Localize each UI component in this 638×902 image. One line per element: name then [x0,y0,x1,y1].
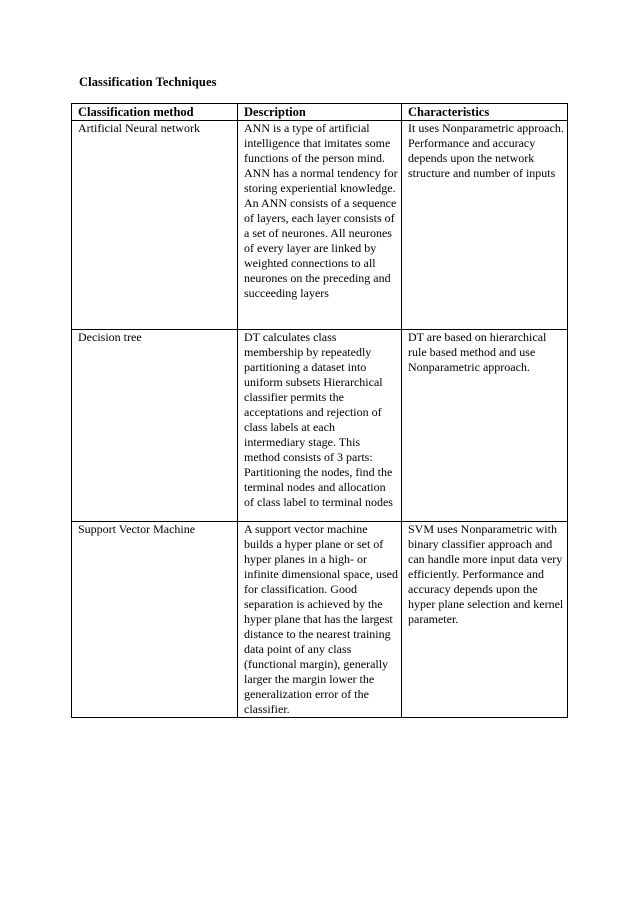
table-row [72,522,568,718]
characteristics-text: DT are based on hierarchical rule based method and use Nonparametric approach. [408,330,547,374]
classification-table [71,103,568,718]
characteristics-text: It uses Nonparametric approach. Performance and accuracy depends upon the network structure and number of inputs [408,121,564,180]
method-cell [72,330,238,522]
method-text: Decision tree [78,330,142,344]
characteristics-text: SVM uses Nonparametric with binary classifier approach and can handle more input data very efficiently. Performance and accuracy depends upon the hyper plane selection and kernel parameter. [408,522,564,626]
description-cell [238,121,402,330]
method-cell [72,121,238,330]
table-header-row [72,104,568,121]
description-cell [238,330,402,522]
description-text: A support vector machine builds a hyper plane or set of hyper planes in a high- or infinite dimensional space, used for classification. Good separation is achieved by the hyper plane that has the largest distance to the nearest training data point of any class (functional margin), generally larger the margin lower the generalization error of the classifier. [244,522,398,716]
description-cell [238,522,402,718]
method-cell [72,522,238,718]
characteristics-cell [402,121,568,330]
description-text: DT calculates class membership by repeatedly partitioning a dataset into uniform subsets Hierarchical classifier permits the acceptations and rejection of class labels at each intermediary stage. This method consists of 3 parts: Partitioning the nodes, find the terminal nodes and allocation of class label to terminal nodes [244,330,393,509]
method-text: Support Vector Machine [78,522,196,536]
header-characteristics: Characteristics [402,104,568,121]
characteristics-cell [402,522,568,718]
header-classification-method: Classification method [72,104,238,121]
table-row [72,121,568,330]
description-text: ANN is a type of artificial intelligence that imitates some functions of the person mind. ANN has a normal tendency for storing experiential knowledge. An ANN consists of a sequence of layers, each layer consists of a set of neurones. All neurones of every layer are linked by weighted connections to all neurones on the preceding and succeeding layers [244,121,398,300]
characteristics-cell [402,330,568,522]
method-text: Artificial Neural network [78,121,200,135]
page-title: Classification Techniques [79,75,217,89]
header-description: Description [238,104,402,121]
table-row [72,330,568,522]
